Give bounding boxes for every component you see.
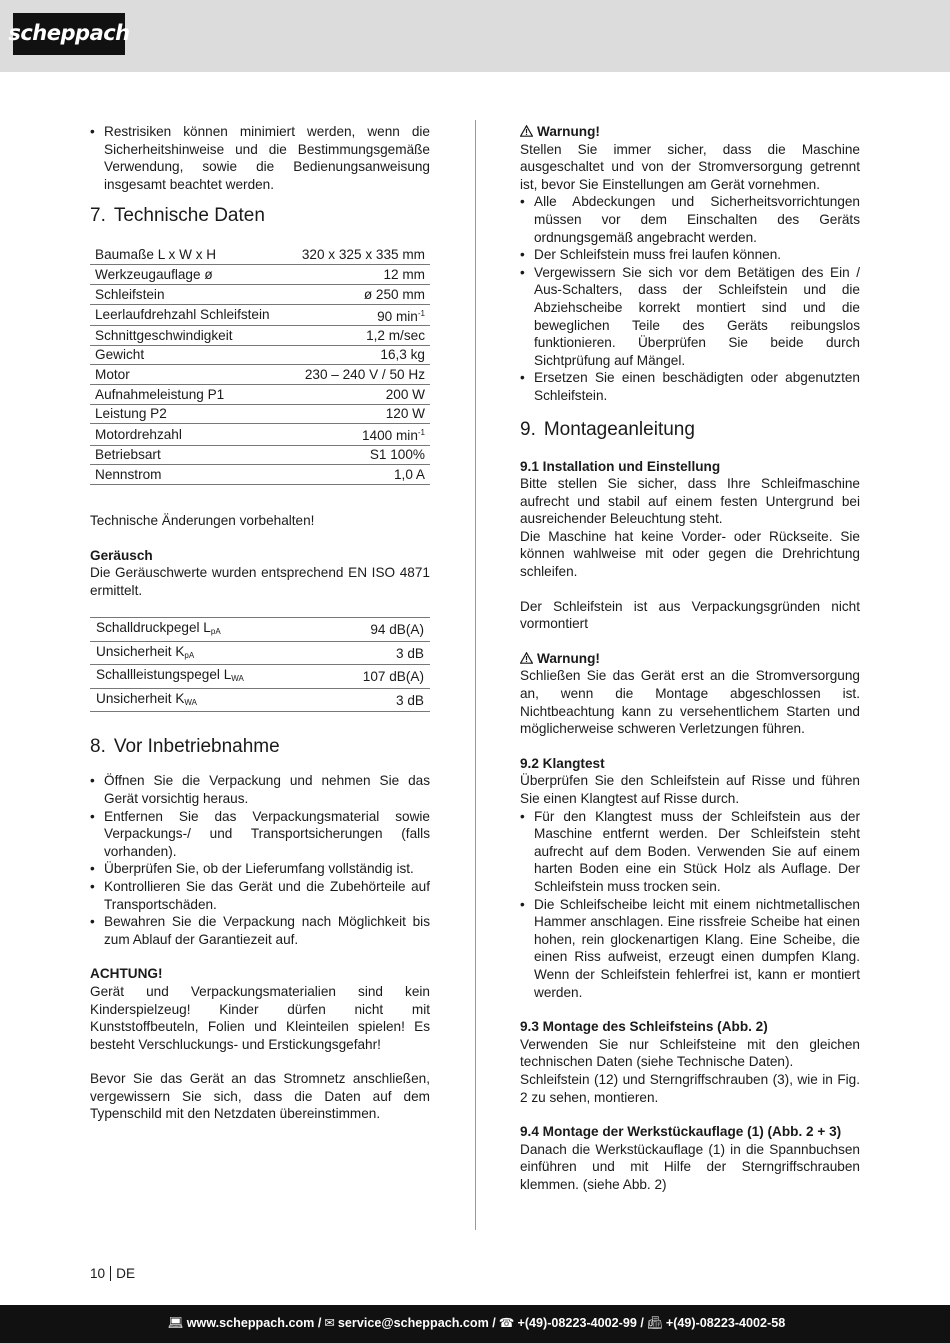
spec-value [287, 265, 430, 285]
section-number: 7. [90, 205, 106, 227]
section-9-1-text-1: Bitte stellen Sie sicher, dass Ihre Schleifmaschine aufrecht und stabil auf einem festen Untergrund bei ausreichender Beleuchtung steht. [520, 476, 860, 527]
spec-row [90, 304, 430, 326]
section-9-1-text-3: Der Schleifstein ist aus Verpackungsgründen nicht vormontiert [520, 598, 860, 632]
noise-value: 107 dB(A) [323, 665, 430, 689]
noise-label [90, 665, 323, 689]
section-9-3-heading: 9.3 Montage des Schleifsteins (Abb. 2) [520, 1019, 768, 1035]
noise-label-subscript: WA [231, 674, 244, 684]
section-9-1-text-2: Die Maschine hat keine Vorder- oder Rückseite. Sie können wahlweise mit oder gegen die Drehrichtung schleifen. [520, 528, 860, 580]
spec-value-text: S1 100% [369, 447, 425, 463]
spec-value [287, 285, 430, 305]
technical-data-table [90, 245, 430, 485]
spec-label: Leerlaufdrehzahl Schleifstein [90, 304, 287, 326]
list-item: • Kontrollieren Sie das Gerät und die Zubehörteile auf Transportschäden. [90, 878, 430, 913]
spec-value [287, 404, 430, 424]
spec-label: Schnittgeschwindigkeit [90, 326, 287, 346]
right-column [520, 123, 860, 1193]
spec-label: Motor [90, 365, 287, 385]
warning-triangle-icon [520, 652, 533, 664]
left-column [90, 123, 430, 1123]
spec-value [287, 304, 430, 326]
list-item: • Ersetzen Sie einen beschädigten oder abgenutzten Schleifstein. [520, 369, 860, 404]
page-separator [110, 1266, 111, 1281]
noise-row [90, 618, 430, 642]
noise-label-subscript: pA [210, 627, 221, 637]
warning-label: Warnung! [537, 124, 600, 139]
list-item: • Für den Klangtest muss der Schleifstein aus der Maschine entfernt werden. Der Schleifstein steht aufrecht auf dem Boden. Verwenden Sie auf einem harten Boden eine ein Stück Holz als Auflage. Der Schleifstein muss trocken sein. [520, 808, 860, 896]
page-number [90, 1265, 135, 1283]
section-9-3-text-1: Verwenden Sie nur Schleifsteine mit den gleichen technischen Daten (siehe Technische Daten). [520, 1036, 860, 1070]
spec-value-text: 230 – 240 V / 50 Hz [304, 366, 425, 382]
before-use-list [90, 772, 430, 948]
noise-value: 94 dB(A) [323, 618, 430, 642]
noise-label [90, 641, 323, 665]
spec-label: Nennstrom [90, 465, 287, 485]
section-number: 8. [90, 736, 106, 758]
tech-note: Technische Änderungen vorbehalten! [90, 513, 315, 528]
column-divider [475, 120, 476, 1230]
spec-value-text: 12 mm [383, 266, 425, 282]
spec-value [287, 445, 430, 465]
noise-text: Die Geräuschwerte wurden entsprechend EN ISO 4871 ermittelt. [90, 565, 430, 598]
email-link[interactable]: service@scheppach.com / [337, 1316, 496, 1331]
section-9-4-text: Danach die Werkstückauflage (1) in die Spannbuchsen einführen und mit Hilfe der Sterngriffschrauben klemmen. (siehe Abb. 2) [520, 1141, 860, 1192]
spec-label: Werkzeugauflage ø [90, 265, 287, 285]
spec-value-text: 16,3 kg [380, 347, 425, 363]
noise-row [90, 641, 430, 665]
list-item: • Überprüfen Sie, ob der Lieferumfang vollständig ist. [90, 860, 430, 878]
section-7-heading [90, 205, 430, 227]
list-item: • Bewahren Sie die Verpackung nach Möglichkeit bis zum Ablauf der Garantiezeit auf. [90, 913, 430, 948]
spec-value [287, 465, 430, 485]
spec-value [287, 385, 430, 405]
noise-label-subscript: WA [184, 697, 197, 707]
spec-value [287, 424, 430, 446]
noise-row [90, 665, 430, 689]
spec-value [287, 365, 430, 385]
spec-value-text: ø 250 mm [363, 286, 425, 302]
warning-2-heading [520, 650, 860, 668]
spec-value-text: 90 min [377, 308, 418, 324]
mains-check-text: Bevor Sie das Gerät an das Stromnetz anschließen, vergewissern Sie sich, dass die Daten auf dem Typenschild mit den Netzdaten übereinstimmen. [90, 1071, 430, 1122]
list-item: • Alle Abdeckungen und Sicherheitsvorrichtungen müssen vor dem Einschalten des Geräts ordnungsgemäß angebracht werden. [520, 193, 860, 246]
spec-row [90, 445, 430, 465]
contact-bar [0, 1305, 950, 1343]
noise-label-subscript: pA [184, 650, 195, 660]
intro-bullet: • Restrisiken können minimiert werden, wenn die Sicherheitshinweise und die Bestimmungsgemäße Verwendung, sowie die Bedienungsanweisung insgesamt beachtet werden. [90, 123, 430, 193]
noise-label-text: Unsicherheit K [96, 690, 185, 706]
spec-value [287, 245, 430, 265]
spec-value-superscript: -1 [417, 308, 425, 318]
intro-list [90, 123, 430, 193]
sound-test-list [520, 808, 860, 1002]
header-band [0, 0, 950, 72]
noise-label-text: Schalldruckpegel L [96, 620, 211, 636]
phone-icon: ☎ [498, 1316, 515, 1331]
section-number: 9. [520, 418, 536, 440]
noise-heading: Geräusch [90, 547, 153, 563]
warning-label: Warnung! [537, 650, 600, 666]
list-item: • Die Schleifscheibe leicht mit einem nichtmetallischen Hammer anschlagen. Eine rissfreie Scheibe hat einen hohen, rein glockenartigen Klang. Eine Scheibe, die einen Riss aufweist, erzeugt einen dumpfen Klang. Wenn der Schleifstein fehlerfrei ist, kann er montiert werden. [520, 896, 860, 1002]
spec-row [90, 285, 430, 305]
spec-row [90, 365, 430, 385]
warning-triangle-icon [520, 125, 533, 137]
spec-value-text: 1,0 A [394, 466, 425, 482]
spec-row [90, 345, 430, 365]
mail-icon: ✉︎ [324, 1316, 335, 1331]
noise-table [90, 617, 430, 712]
section-title: Technische Daten [113, 205, 265, 227]
section-9-4-heading: 9.4 Montage der Werkstückauflage (1) (Abb. 2 + 3) [520, 1124, 842, 1140]
spec-label: Motordrehzahl [90, 424, 287, 446]
spec-row [90, 465, 430, 485]
list-item: • Der Schleifstein muss frei laufen können. [520, 246, 860, 264]
warning-2-text: Schließen Sie das Gerät erst an die Stromversorgung an, wenn die Montage abgeschlossen ist. Nichtbeachtung kann zu versehentlichem Starten und möglicherweise schweren Verletzungen führen. [520, 668, 860, 737]
section-9-2-heading: 9.2 Klangtest [520, 755, 605, 771]
noise-value: 3 dB [323, 688, 430, 712]
noise-label [90, 688, 323, 712]
spec-label: Gewicht [90, 345, 287, 365]
spec-value-text: 1400 min [361, 428, 418, 444]
spec-row [90, 265, 430, 285]
spec-value [287, 345, 430, 365]
spec-row [90, 326, 430, 346]
list-item: • Öffnen Sie die Verpackung und nehmen Sie das Gerät vorsichtig heraus. [90, 772, 430, 807]
warning-1-heading [520, 123, 860, 141]
page-number-value: 10 [90, 1266, 106, 1281]
achtung-text: Gerät und Verpackungsmaterialien sind kein Kinderspielzeug! Kinder dürfen nicht mit Kunststoffbeuteln, Folien und Kleinteilen spielen! Es besteht Verschluckungs- und Erstickungsgefahr! [90, 983, 430, 1052]
list-item: • Vergewissern Sie sich vor dem Betätigen des Ein / Aus-Schalters, dass der Schleifstein und die Abziehscheibe korrekt montiert sind und die beweglichen Teile des Geräts reibungslos funktionieren. Überprüfen Sie beide durch Sichtprüfung auf Mängel. [520, 264, 860, 370]
scheppach-logo: scheppach [13, 13, 125, 55]
spec-label: Betriebsart [90, 445, 287, 465]
spec-label: Aufnahmeleistung P1 [90, 385, 287, 405]
spec-value-text: 120 W [385, 406, 425, 422]
phone-number: +(49)-08223-4002-99 / [517, 1316, 644, 1331]
achtung-heading: ACHTUNG! [90, 966, 163, 982]
warning-1-text: Stellen Sie immer sicher, dass die Maschine ausgeschaltet und von der Stromversorgung getrennt ist, bevor Sie Einstellungen am Gerät vornehmen. [520, 141, 860, 192]
list-item: • Entfernen Sie das Verpackungsmaterial sowie Verpackungs-/ und Transportsicherungen (falls vorhanden). [90, 808, 430, 861]
fax-icon: 📠︎ [646, 1316, 663, 1331]
spec-label: Baumaße L x W x H [90, 245, 287, 265]
section-8-heading [90, 736, 430, 758]
spec-value-text: 320 x 325 x 335 mm [301, 247, 425, 263]
spec-row [90, 385, 430, 405]
spec-value-text: 200 W [385, 386, 425, 402]
spec-row [90, 245, 430, 265]
noise-label-text: Unsicherheit K [96, 643, 185, 659]
fax-number: +(49)-08223-4002-58 [665, 1316, 786, 1331]
section-9-2-text: Überprüfen Sie den Schleifstein auf Risse und führen Sie einen Klangtest auf Risse durch. [520, 773, 860, 806]
section-9-1-heading: 9.1 Installation und Einstellung [520, 458, 721, 474]
noise-row [90, 688, 430, 712]
spec-row [90, 424, 430, 446]
computer-icon: 💻︎ [167, 1316, 184, 1331]
noise-label-text: Schallleistungspegel L [96, 667, 232, 683]
page-language: DE [116, 1266, 136, 1281]
spec-value [287, 326, 430, 346]
section-title: Vor Inbetriebnahme [113, 736, 280, 758]
spec-value-superscript: -1 [417, 428, 425, 438]
website-link[interactable]: www.scheppach.com / [186, 1316, 322, 1331]
spec-row [90, 404, 430, 424]
section-9-3-text-2: Schleifstein (12) und Sterngriffschrauben (3), wie in Fig. 2 zu sehen, montieren. [520, 1071, 860, 1105]
section-title: Montageanleitung [543, 418, 695, 440]
spec-label: Leistung P2 [90, 404, 287, 424]
noise-value: 3 dB [323, 641, 430, 665]
section-9-heading [520, 419, 860, 441]
warning-1-list [520, 193, 860, 404]
noise-label [90, 618, 323, 642]
spec-value-text: 1,2 m/sec [366, 327, 425, 343]
spec-label: Schleifstein [90, 285, 287, 305]
